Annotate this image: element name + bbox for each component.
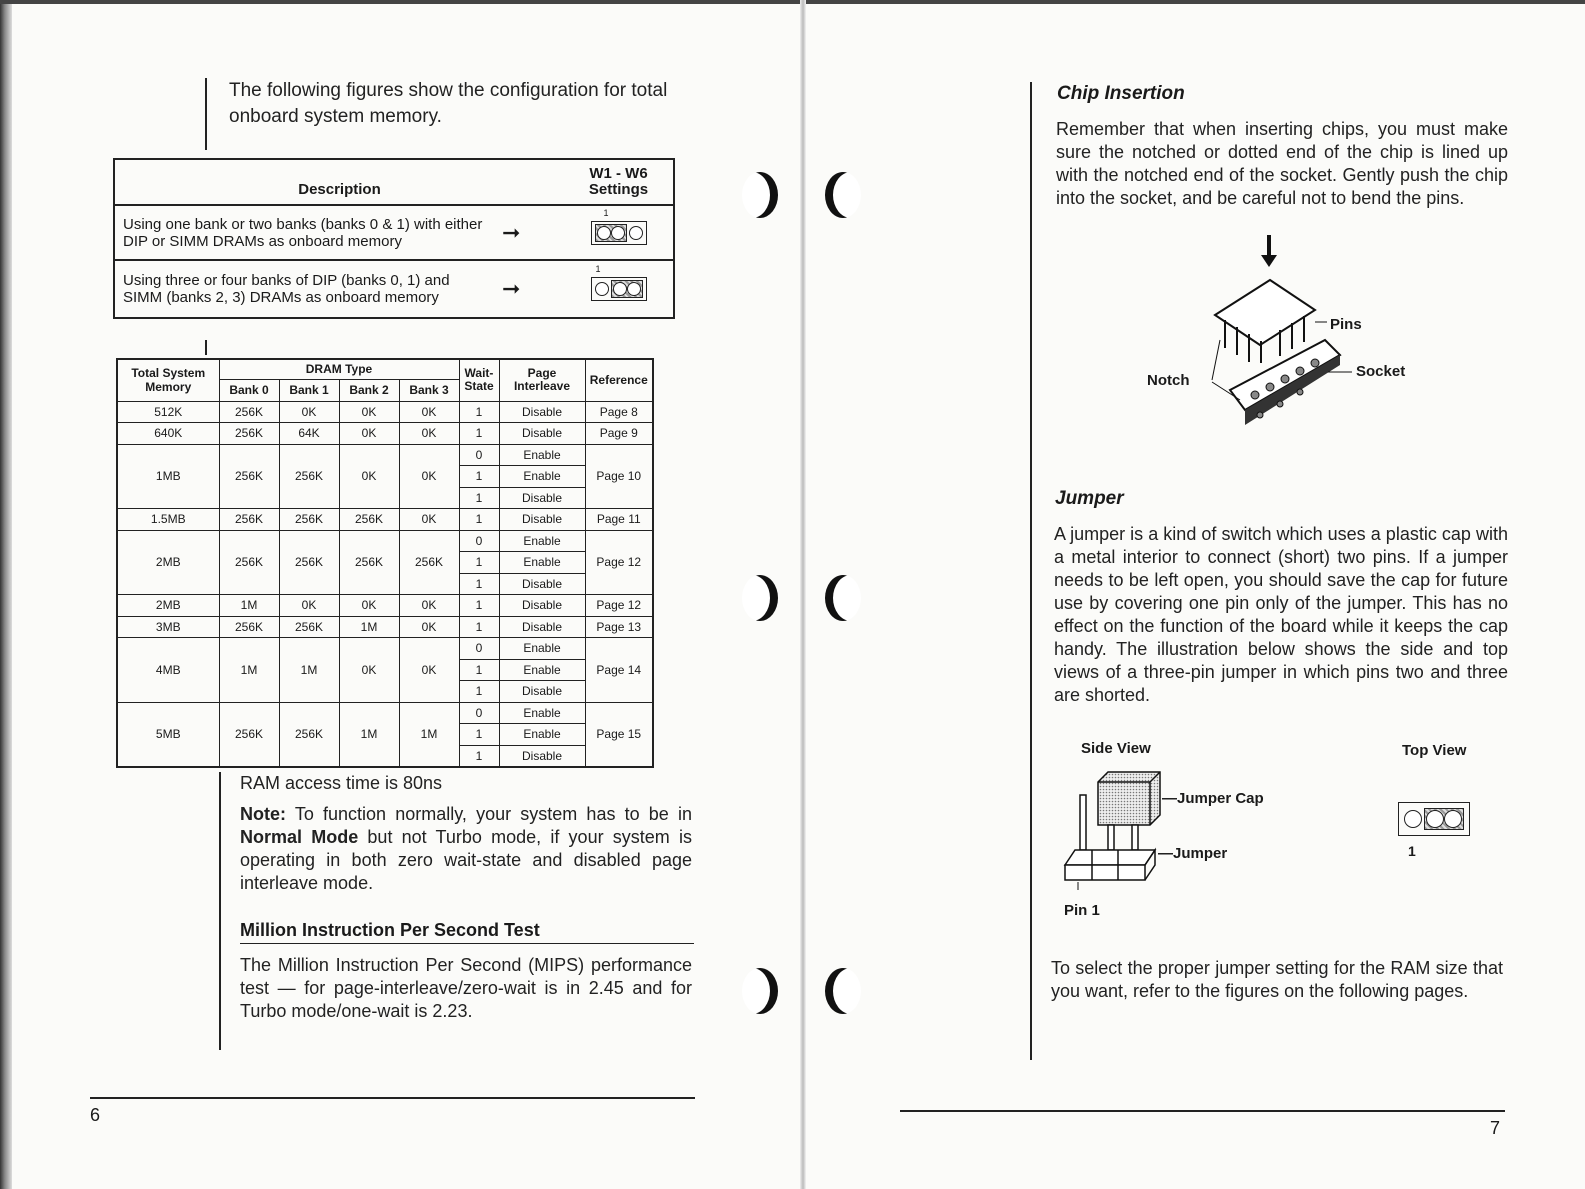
page-interleave-cell: Disable: [499, 401, 585, 423]
jumper-heading: Jumper: [1055, 488, 1124, 509]
pins-label: Pins: [1330, 316, 1362, 333]
arrow-right-icon: ➞: [494, 260, 564, 318]
total-memory-cell: 512K: [117, 401, 219, 423]
top-edge: [0, 0, 1585, 4]
total-memory-cell: 3MB: [117, 616, 219, 638]
total-memory-cell: 1.5MB: [117, 509, 219, 531]
bank-cell: 256K: [279, 530, 339, 595]
page-interleave-cell: Disable: [499, 745, 585, 767]
table-row: [117, 509, 653, 531]
change-bar: [205, 78, 207, 150]
bank-header: Bank 3: [399, 379, 459, 401]
jumper-top-view-icon: [1398, 802, 1470, 836]
page-edge: [0, 0, 12, 1189]
bank-cell: 1M: [219, 595, 279, 617]
bank-cell: 256K: [279, 702, 339, 767]
jumper-1-2-icon: 1: [591, 221, 647, 245]
dram-type-header: DRAM Type: [219, 359, 459, 379]
table-row: [117, 530, 653, 552]
bank-cell: 256K: [339, 509, 399, 531]
access-time: RAM access time is 80ns: [240, 773, 443, 793]
page-number: 6: [90, 1105, 101, 1125]
bank-cell: 256K: [339, 530, 399, 595]
total-memory-cell: 5MB: [117, 702, 219, 767]
pin1-label: Pin 1: [1064, 902, 1100, 919]
page-interleave-cell: Enable: [499, 530, 585, 552]
bank-cell: 0K: [399, 423, 459, 445]
page-interleave-cell: Disable: [499, 616, 585, 638]
binder-hole: [742, 575, 778, 621]
bank-cell: 256K: [219, 702, 279, 767]
mips-text: The Million Instruction Per Second (MIPS) performance test — for page-interleave/zero-wait is in 2.45 and for Turbo mode/one-wait is 2.23.: [240, 955, 692, 1021]
table-row: [117, 702, 653, 724]
reference-cell: Page 10: [585, 444, 653, 509]
bank-cell: 1M: [399, 702, 459, 767]
wait-state-cell: 1: [459, 681, 499, 703]
table-row: [117, 401, 653, 423]
wait-state-header: Wait-State: [459, 359, 499, 401]
reference-cell: Page 9: [585, 423, 653, 445]
table-row: [117, 423, 653, 445]
bank-cell: 0K: [399, 401, 459, 423]
total-memory-cell: 4MB: [117, 638, 219, 703]
change-bar: [205, 340, 207, 355]
chip-insertion-heading: Chip Insertion: [1057, 83, 1185, 104]
page-interleave-cell: Enable: [499, 552, 585, 574]
bank-cell: 0K: [399, 638, 459, 703]
wait-state-cell: 1: [459, 745, 499, 767]
wait-state-cell: 1: [459, 552, 499, 574]
reference-header: Reference: [585, 359, 653, 401]
wait-state-cell: 1: [459, 573, 499, 595]
change-bar: [219, 772, 221, 1050]
page-interleave-cell: Disable: [499, 509, 585, 531]
bank-cell: 0K: [339, 423, 399, 445]
bank-cell: 0K: [339, 638, 399, 703]
wait-state-cell: 1: [459, 724, 499, 746]
bank-cell: 256K: [279, 509, 339, 531]
bank-header: Bank 0: [219, 379, 279, 401]
page-interleave-header: Page Interleave: [499, 359, 585, 401]
config-description: Using one bank or two banks (banks 0 & 1) with either DIP or SIMM DRAMs as onboard memory: [114, 205, 494, 260]
wait-state-cell: 1: [459, 401, 499, 423]
bank-cell: 256K: [219, 530, 279, 595]
footer-rule: [900, 1110, 1505, 1112]
binder-hole: [825, 575, 861, 621]
page-interleave-cell: Disable: [499, 595, 585, 617]
page-number: 7: [1490, 1118, 1501, 1138]
bank-cell: 1M: [219, 638, 279, 703]
wait-state-cell: 1: [459, 659, 499, 681]
page-interleave-cell: Enable: [499, 702, 585, 724]
bank-cell: 0K: [279, 595, 339, 617]
memory-config-table: [116, 358, 654, 768]
intro-text: The following figures show the configuration for total onboard system memory.: [229, 80, 668, 127]
bank-cell: 0K: [339, 444, 399, 509]
settings-header: W1 - W6 Settings: [588, 165, 649, 198]
total-memory-header: Total System Memory: [117, 359, 219, 401]
total-memory-cell: 640K: [117, 423, 219, 445]
jumper-2-3-icon: 1: [591, 277, 647, 301]
chip-insertion-illustration: [1140, 230, 1440, 450]
page-interleave-cell: Disable: [499, 681, 585, 703]
reference-cell: Page 14: [585, 638, 653, 703]
bank-header: Bank 1: [279, 379, 339, 401]
closing-text: To select the proper jumper setting for the RAM size that you want, refer to the figures on the following pages.: [1051, 958, 1503, 1001]
wait-state-cell: 1: [459, 466, 499, 488]
bank-cell: 256K: [219, 509, 279, 531]
table-row: [117, 595, 653, 617]
mips-heading: Million Instruction Per Second Test: [240, 920, 694, 944]
page-interleave-cell: Enable: [499, 659, 585, 681]
note-text: Note: To function normally, your system has to be in Normal Mode but not Turbo mode, if your system is operating in both zero wait-state and disabled page interleave mode.: [240, 804, 692, 893]
binder-hole: [742, 172, 778, 218]
wait-state-cell: 0: [459, 702, 499, 724]
change-bar: [1030, 82, 1032, 1060]
jumper-config-table: [113, 158, 675, 319]
reference-cell: Page 12: [585, 595, 653, 617]
footer-rule: [90, 1097, 695, 1099]
bank-cell: 1M: [339, 702, 399, 767]
reference-cell: Page 15: [585, 702, 653, 767]
description-header: Description: [298, 181, 381, 198]
binder-hole: [825, 968, 861, 1014]
top-view-label: Top View: [1402, 742, 1467, 759]
bank-cell: 0K: [339, 401, 399, 423]
bank-cell: 0K: [399, 509, 459, 531]
table-row: [117, 638, 653, 660]
jumper-label: —Jumper: [1158, 845, 1228, 862]
wait-state-cell: 1: [459, 595, 499, 617]
wait-state-cell: 1: [459, 616, 499, 638]
jumper-side-view-illustration: [1060, 770, 1170, 890]
wait-state-cell: 0: [459, 638, 499, 660]
config-description: Using three or four banks of DIP (banks 0, 1) and SIMM (banks 2, 3) DRAMs as onboard memory: [114, 260, 494, 318]
wait-state-cell: 1: [459, 423, 499, 445]
bank-header: Bank 2: [339, 379, 399, 401]
bank-cell: 0K: [399, 616, 459, 638]
page-interleave-cell: Disable: [499, 423, 585, 445]
side-view-label: Side View: [1081, 740, 1151, 757]
wait-state-cell: 0: [459, 444, 499, 466]
jumper-cap-label: —Jumper Cap: [1162, 790, 1264, 807]
bank-cell: 256K: [219, 444, 279, 509]
bank-cell: 0K: [399, 595, 459, 617]
reference-cell: Page 13: [585, 616, 653, 638]
bank-cell: 0K: [279, 401, 339, 423]
reference-cell: Page 11: [585, 509, 653, 531]
binder-hole: [742, 968, 778, 1014]
jumper-text: A jumper is a kind of switch which uses a plastic cap with a metal interior to connect (short) two pins. If a jumper needs to be left open, you should save the cap for future use by covering one pin only of the jumper. This has no effect on the function of the board while it keeps the cap handy. The illustration below shows the side and top views of a three-pin jumper in which pins two and three are shorted.: [1054, 524, 1508, 705]
bank-cell: 1M: [339, 616, 399, 638]
table-row: [117, 616, 653, 638]
page-interleave-cell: Enable: [499, 724, 585, 746]
binder-hole: [825, 172, 861, 218]
bank-cell: 256K: [219, 401, 279, 423]
total-memory-cell: 2MB: [117, 595, 219, 617]
bank-cell: 0K: [399, 444, 459, 509]
top-view-pin-label: 1: [1408, 843, 1416, 859]
page-interleave-cell: Disable: [499, 487, 585, 509]
wait-state-cell: 1: [459, 509, 499, 531]
table-row: [117, 444, 653, 466]
bank-cell: 1M: [279, 638, 339, 703]
arrow-down-icon: [1261, 235, 1277, 267]
total-memory-cell: 2MB: [117, 530, 219, 595]
bank-cell: 256K: [399, 530, 459, 595]
page-interleave-cell: Enable: [499, 444, 585, 466]
wait-state-cell: 1: [459, 487, 499, 509]
bank-cell: 256K: [279, 616, 339, 638]
arrow-right-icon: ➞: [494, 205, 564, 260]
socket-label: Socket: [1356, 363, 1406, 380]
total-memory-cell: 1MB: [117, 444, 219, 509]
chip-insertion-text: Remember that when inserting chips, you must make sure the notched or dotted end of the chip is lined up with the notched end of the socket. Gently push the chip into the socket, and be careful not to bend the pins.: [1056, 119, 1508, 208]
bank-cell: 256K: [219, 423, 279, 445]
page-interleave-cell: Enable: [499, 638, 585, 660]
wait-state-cell: 0: [459, 530, 499, 552]
page-interleave-cell: Disable: [499, 573, 585, 595]
page-interleave-cell: Enable: [499, 466, 585, 488]
bank-cell: 0K: [339, 595, 399, 617]
bank-cell: 256K: [279, 444, 339, 509]
reference-cell: Page 8: [585, 401, 653, 423]
notch-label: Notch: [1147, 372, 1190, 389]
bank-cell: 256K: [219, 616, 279, 638]
bank-cell: 64K: [279, 423, 339, 445]
reference-cell: Page 12: [585, 530, 653, 595]
book-fold: [800, 0, 806, 1189]
